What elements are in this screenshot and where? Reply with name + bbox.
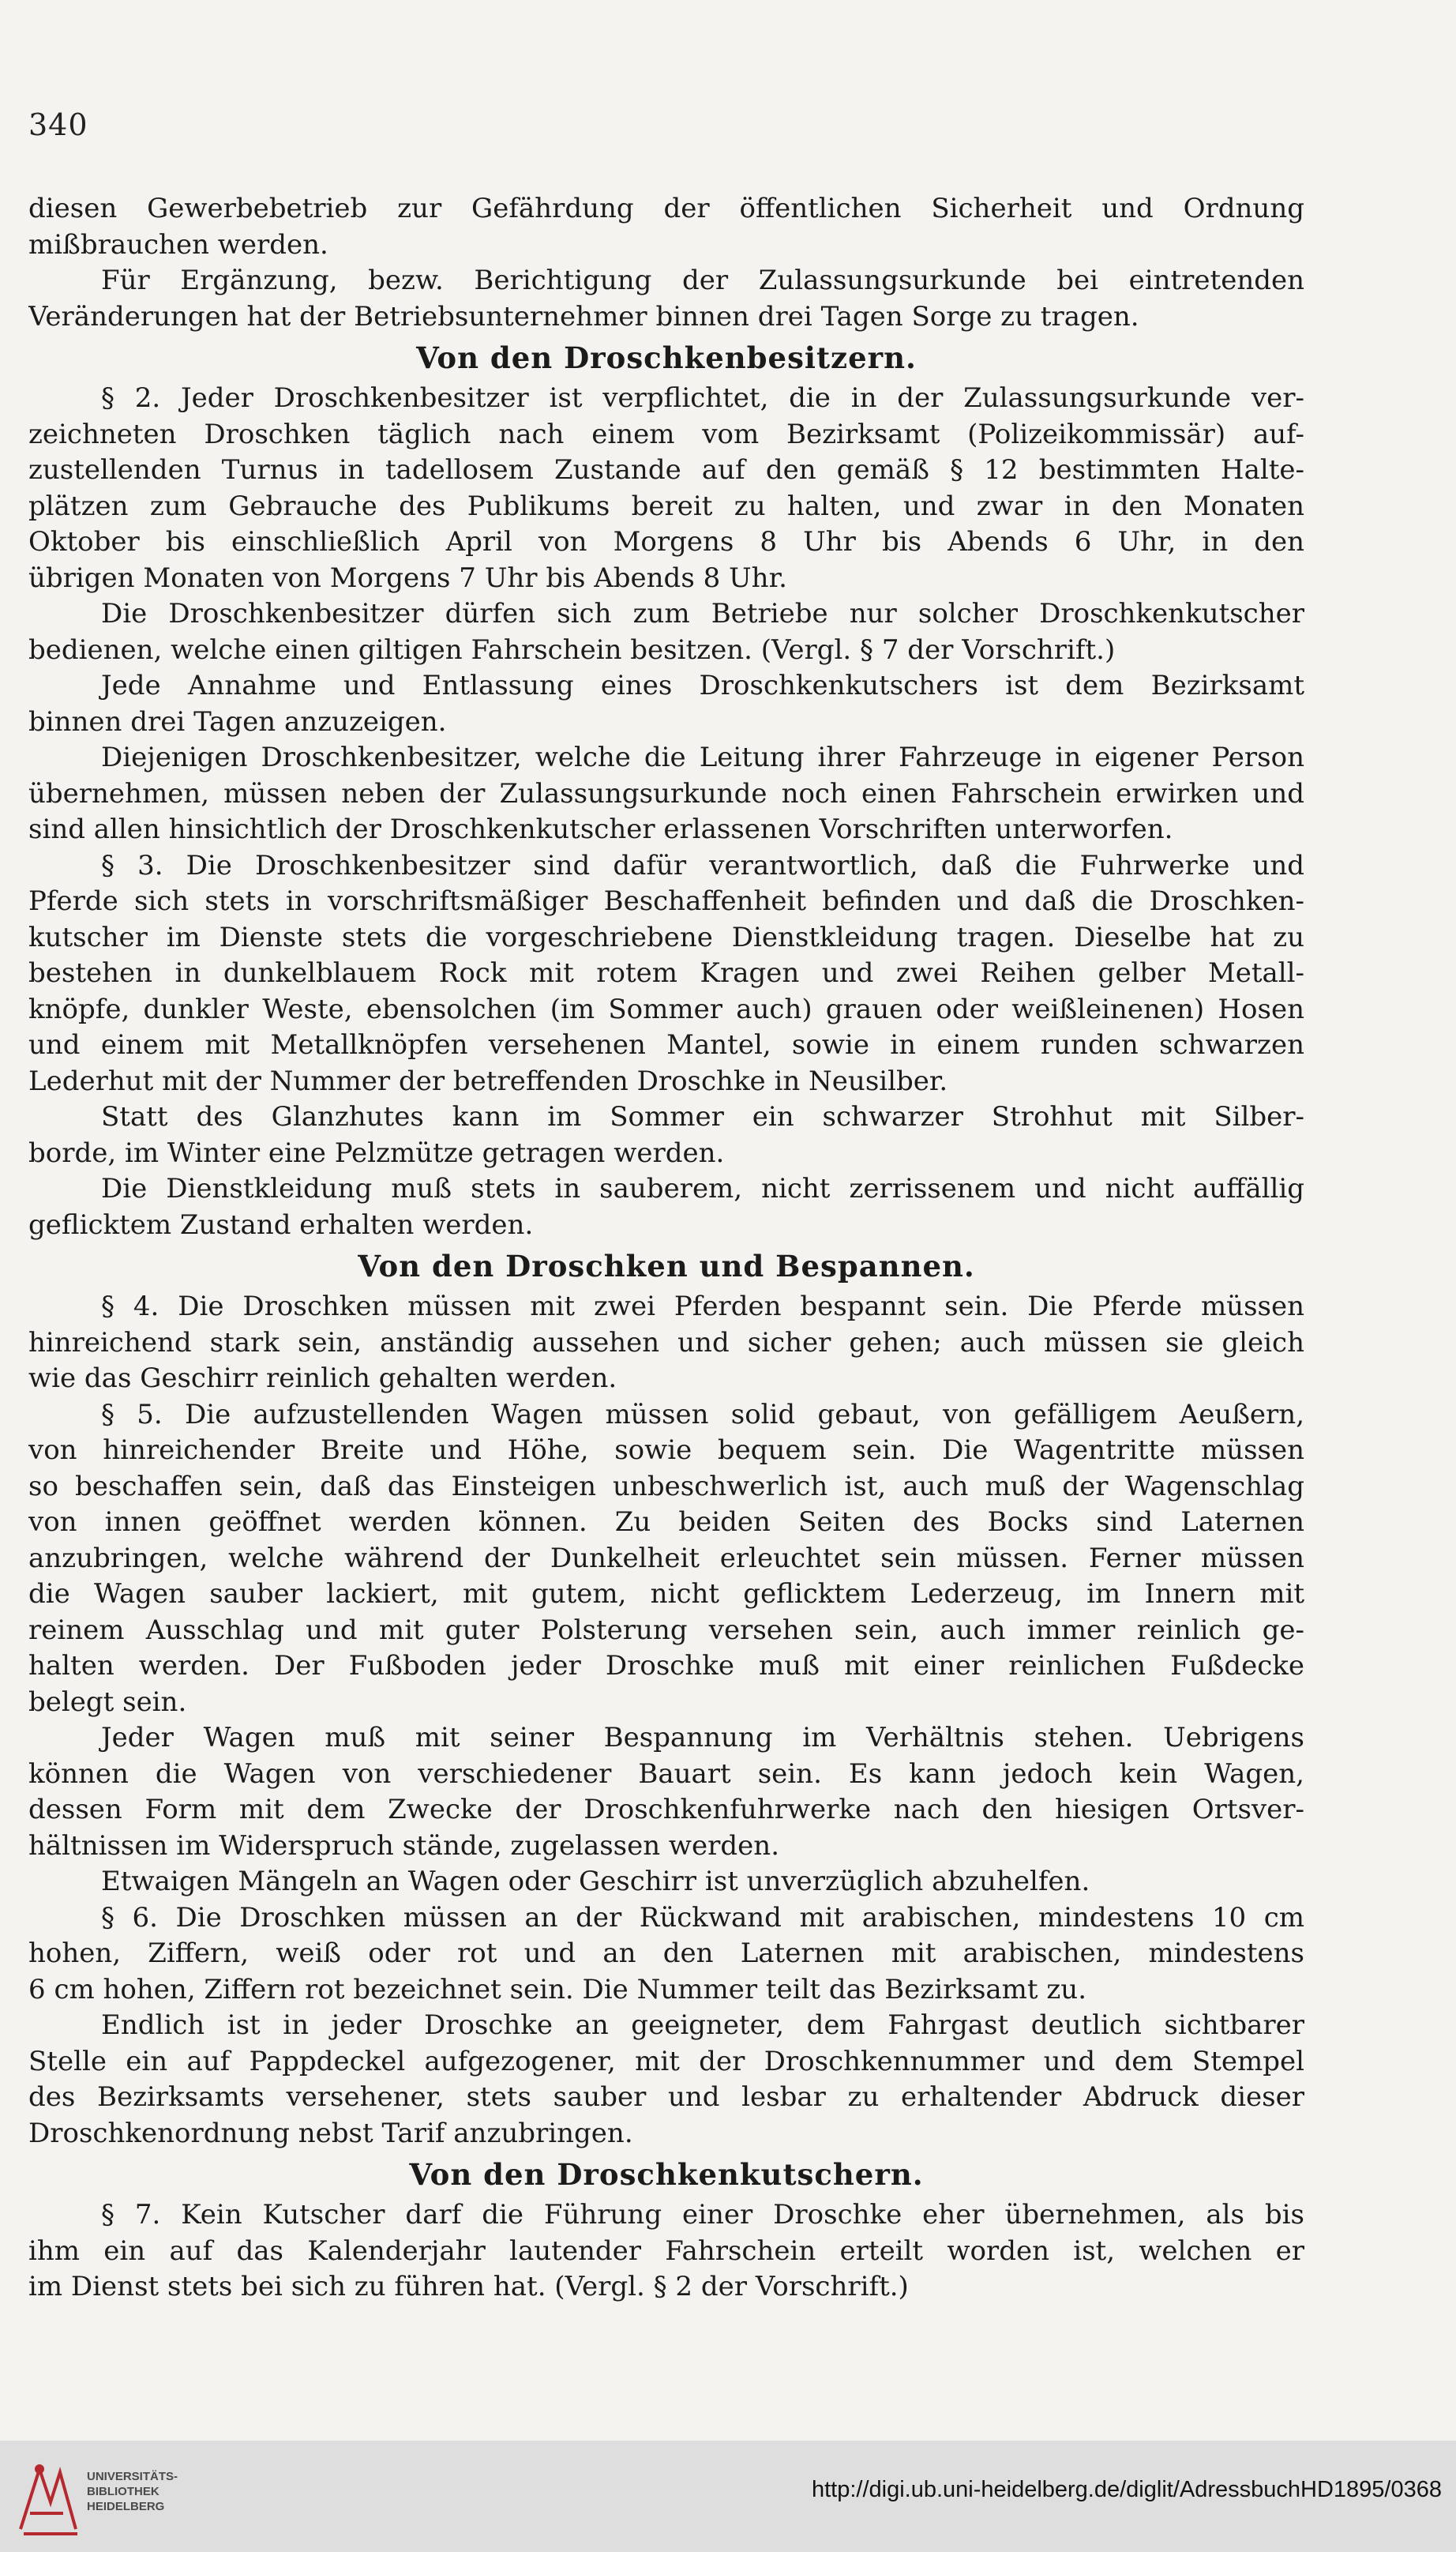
text-line: Diejenigen Droschkenbesitzer, welche die Leitung ihrer Fahrzeuge in eigener Person <box>101 742 1304 773</box>
library-seal-icon <box>16 2458 82 2537</box>
library-name <box>87 2469 178 2514</box>
section-heading: Von den Droschken und Bespannen. <box>358 1249 975 1284</box>
text-line: § 7. Kein Kutscher darf die Führung einer Droschke eher übernehmen, als bis <box>101 2199 1304 2231</box>
document-body <box>28 191 1304 2306</box>
text-line: zeichneten Droschken täglich nach einem vom Bezirksamt (Polizeikommissär) auf- <box>28 418 1304 450</box>
text-line: borde, im Winter eine Pelzmütze getragen werden. <box>28 1137 725 1169</box>
text-line: Jeder Wagen muß mit seiner Bespannung im Verhältnis stehen. Uebrigens <box>101 1722 1304 1753</box>
library-name-line: BIBLIOTHEK <box>87 2485 159 2498</box>
text-line: von hinreichender Breite und Höhe, sowie bequem sein. Die Wagentritte müssen <box>28 1434 1304 1466</box>
text-line: die Wagen sauber lackiert, mit gutem, nicht geflicktem Lederzeug, im Innern mit <box>28 1578 1304 1610</box>
text-line: bestehen in dunkelblauem Rock mit rotem Kragen und zwei Reihen gelber Metall- <box>28 957 1304 989</box>
text-line: und einem mit Metallknöpfen versehenen Mantel, sowie in einem runden schwarzen <box>28 1029 1304 1061</box>
text-line: dessen Form mit dem Zwecke der Droschkenfuhrwerke nach den hiesigen Ortsver- <box>28 1794 1304 1825</box>
footer-bar <box>0 2441 1456 2552</box>
text-line: belegt sein. <box>28 1686 187 1718</box>
text-line: Pferde sich stets in vorschriftsmäßiger Beschaffenheit befinden und daß die Droschken- <box>28 885 1304 917</box>
text-line: Oktober bis einschließlich April von Morgens 8 Uhr bis Abends 6 Uhr, in den <box>28 526 1304 558</box>
text-line: knöpfe, dunkler Weste, ebensolchen (im Sommer auch) grauen oder weißleinenen) Hosen <box>28 993 1304 1025</box>
text-line: Etwaigen Mängeln an Wagen oder Geschirr ist unverzüglich abzuhelfen. <box>101 1866 1090 1897</box>
text-line: Veränderungen hat der Betriebsunternehmer binnen drei Tagen Sorge zu tragen. <box>28 300 1139 333</box>
text-line: Die Droschkenbesitzer dürfen sich zum Betriebe nur solcher Droschkenkutscher <box>101 598 1304 630</box>
text-line: hinreichend stark sein, anständig aussehen und sicher gehen; auch müssen sie gleich <box>28 1326 1304 1359</box>
text-line: sind allen hinsichtlich der Droschkenkutscher erlassenen Vorschriften unterworfen. <box>28 814 1173 845</box>
library-logo[interactable] <box>16 2458 190 2537</box>
section-heading: Von den Droschkenbesitzern. <box>416 340 917 375</box>
text-line: Stelle ein auf Pappdeckel aufgezogener, mit der Droschkennummer und dem Stempel <box>28 2045 1304 2077</box>
text-line: 6 cm hohen, Ziffern rot bezeichnet sein. Die Nummer teilt das Bezirksamt zu. <box>28 1973 1086 2005</box>
text-line: Die Dienstkleidung muß stets in sauberem, nicht zerrissenem und nicht auffällig <box>101 1173 1304 1205</box>
text-line: können die Wagen von verschiedener Bauart sein. Es kann jedoch kein Wagen, <box>28 1757 1304 1790</box>
text-line: binnen drei Tagen anzuzeigen. <box>28 705 447 738</box>
page-number: 340 <box>28 107 88 142</box>
text-line: kutscher im Dienste stets die vorgeschriebene Dienstkleidung tragen. Dieselbe hat zu <box>28 921 1304 953</box>
text-line: Statt des Glanzhutes kann im Sommer ein schwarzer Strohhut mit Silber- <box>101 1101 1304 1133</box>
text-line: wie das Geschirr reinlich gehalten werden. <box>28 1362 617 1394</box>
text-line: reinem Ausschlag und mit guter Polsterung versehen sein, auch immer reinlich ge- <box>28 1614 1304 1646</box>
text-line: § 4. Die Droschken müssen mit zwei Pferden bespannt sein. Die Pferde müssen <box>101 1291 1304 1322</box>
text-line: übernehmen, müssen neben der Zulassungsurkunde noch einen Fahrschein erwirken und <box>28 777 1304 810</box>
source-url[interactable]: http://digi.ub.uni-heidelberg.de/diglit/AdressbuchHD1895/0368 <box>811 2477 1442 2502</box>
text-line: im Dienst stets bei sich zu führen hat. (Vergl. § 2 der Vorschrift.) <box>28 2271 909 2302</box>
section-heading: Von den Droschkenkutschern. <box>409 2157 924 2192</box>
text-line: anzubringen, welche während der Dunkelheit erleuchtet sein müssen. Ferner müssen <box>28 1542 1304 1574</box>
text-line: hohen, Ziffern, weiß oder rot und an den Laternen mit arabischen, mindestens <box>28 1937 1304 1969</box>
text-line: hältnissen im Widerspruch stände, zugelassen werden. <box>28 1829 780 1862</box>
text-line: mißbrauchen werden. <box>28 228 328 261</box>
text-line: des Bezirksamts versehener, stets sauber und lesbar zu erhaltender Abdruck dieser <box>28 2081 1304 2113</box>
library-name-line: HEIDELBERG <box>87 2500 165 2513</box>
text-line: zustellenden Turnus in tadellosem Zustande auf den gemäß § 12 bestimmten Halte- <box>28 454 1304 486</box>
text-line: § 5. Die aufzustellenden Wagen müssen solid gebaut, von gefälligem Aeußern, <box>101 1398 1304 1430</box>
text-line: diesen Gewerbebetrieb zur Gefährdung der öffentlichen Sicherheit und Ordnung <box>28 193 1304 224</box>
text-line: Jede Annahme und Entlassung eines Droschkenkutschers ist dem Bezirksamt <box>101 670 1304 701</box>
text-line: bedienen, welche einen giltigen Fahrschein besitzen. (Vergl. § 7 der Vorschrift.) <box>28 633 1116 666</box>
text-line: halten werden. Der Fußboden jeder Droschke muß mit einer reinlichen Fußdecke <box>28 1650 1304 1682</box>
text-line: so beschaffen sein, daß das Einsteigen unbeschwerlich ist, auch muß der Wagenschlag <box>28 1470 1304 1502</box>
text-line: Endlich ist in jeder Droschke an geeigneter, dem Fahrgast deutlich sichtbarer <box>101 2009 1304 2041</box>
text-line: geflicktem Zustand erhalten werden. <box>28 1208 534 1241</box>
text-line: ihm ein auf das Kalenderjahr lautender Fahrschein erteilt worden ist, welchen er <box>28 2234 1304 2267</box>
text-line: von innen geöffnet werden können. Zu beiden Seiten des Bocks sind Laternen <box>28 1506 1304 1538</box>
text-line: Für Ergänzung, bezw. Berichtigung der Zulassungsurkunde bei eintretenden <box>101 265 1304 296</box>
text-line: § 6. Die Droschken müssen an der Rückwand mit arabischen, mindestens 10 cm <box>101 1901 1304 1934</box>
text-line: übrigen Monaten von Morgens 7 Uhr bis Abends 8 Uhr. <box>28 562 787 594</box>
text-line: Lederhut mit der Nummer der betreffenden Droschke in Neusilber. <box>28 1065 948 1097</box>
text-line: Droschkenordnung nebst Tarif anzubringen. <box>28 2117 633 2149</box>
text-line: plätzen zum Gebrauche des Publikums bereit zu halten, und zwar in den Monaten <box>28 490 1304 522</box>
text-line: § 3. Die Droschkenbesitzer sind dafür verantwortlich, daß die Fuhrwerke und <box>101 849 1304 881</box>
text-line: § 2. Jeder Droschkenbesitzer ist verpflichtet, die in der Zulassungsurkunde ver- <box>101 382 1304 414</box>
library-name-line: UNIVERSITÄTS- <box>87 2470 178 2483</box>
